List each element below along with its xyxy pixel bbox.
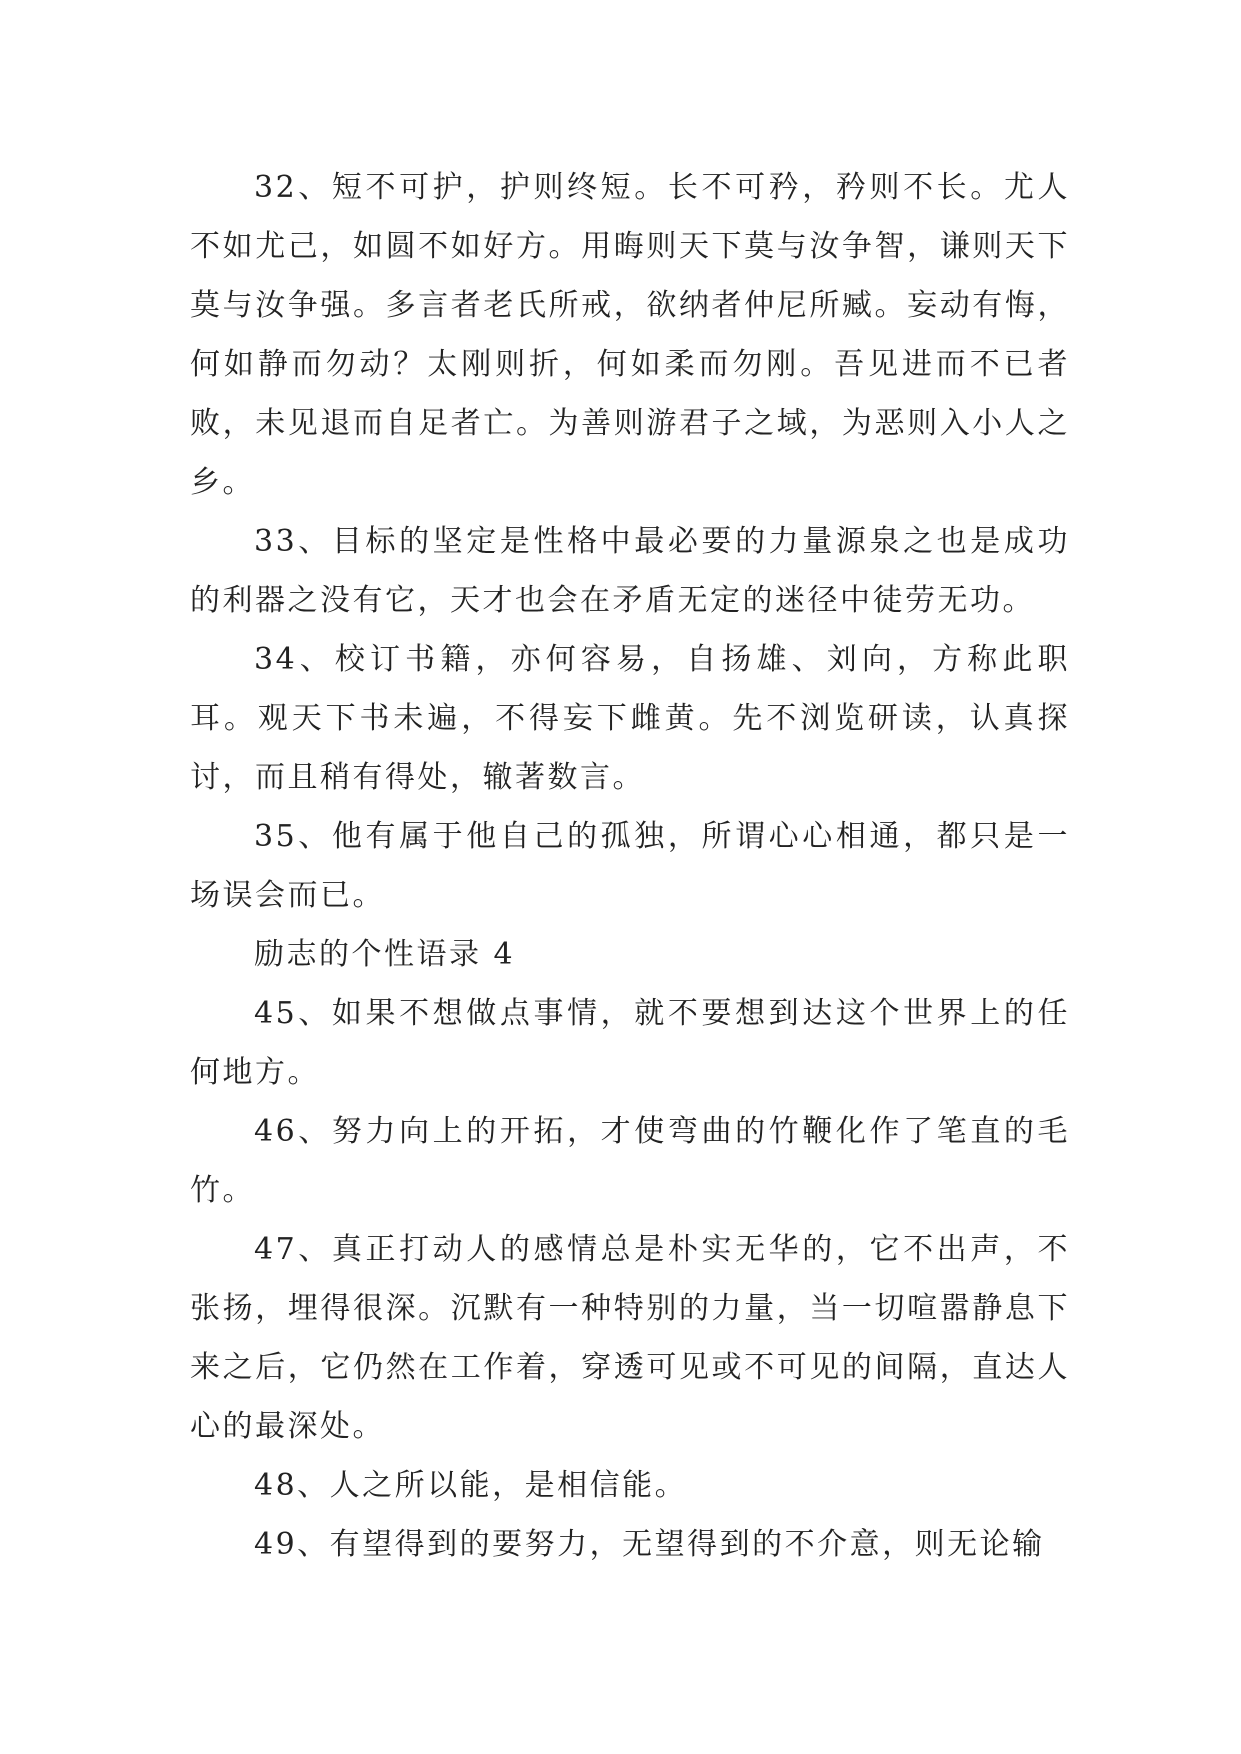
document-body	[190, 158, 1070, 1574]
section-heading: 励志的个性语录 4	[254, 937, 516, 972]
quote-paragraph-49: 49、有望得到的要努力，无望得到的不介意，则无论输	[254, 1527, 1045, 1562]
quote-paragraph-32: 32、短不可护，护则终短。长不可矜，矜则不长。尤人不如尤己，如圆不如好方。用晦则天下莫与汝争智，谦则天下莫与汝争强。多言者老氏所戒，欲纳者仲尼所臧。妄动有悔，何如静而勿动？太刚则折，何如柔而勿刚。吾见进而不已者败，未见退而自足者亡。为善则游君子之域，为恶则入小人之乡。	[190, 170, 1070, 500]
quote-paragraph-46: 46、努力向上的开拓，才使弯曲的竹鞭化作了笔直的毛竹。	[190, 1114, 1070, 1208]
quote-paragraph-33: 33、目标的坚定是性格中最必要的力量源泉之也是成功的利器之没有它，天才也会在矛盾无定的迷径中徒劳无功。	[190, 524, 1070, 618]
quote-paragraph-47: 47、真正打动人的感情总是朴实无华的，它不出声，不张扬，埋得很深。沉默有一种特别的力量，当一切喧嚣静息下来之后，它仍然在工作着，穿透可见或不可见的间隔，直达人心的最深处。	[190, 1232, 1070, 1444]
quote-paragraph-35: 35、他有属于他自己的孤独，所谓心心相通，都只是一场误会而已。	[190, 819, 1070, 913]
quote-paragraph-48: 48、人之所以能，是相信能。	[254, 1468, 688, 1503]
quote-paragraph-45: 45、如果不想做点事情，就不要想到达这个世界上的任何地方。	[190, 996, 1070, 1090]
quote-paragraph-34: 34、校订书籍，亦何容易，自扬雄、刘向，方称此职耳。观天下书未遍，不得妄下雌黄。先不浏览研读，认真探讨，而且稍有得处，辙著数言。	[190, 642, 1070, 795]
